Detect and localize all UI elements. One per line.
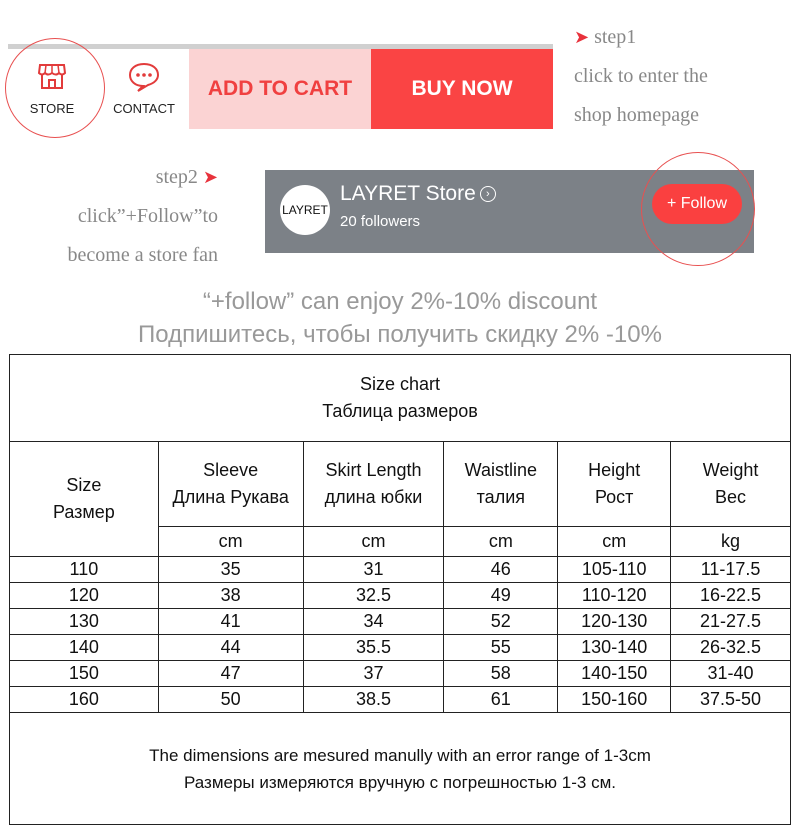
table-cell: 105-110	[558, 557, 671, 583]
store-name-link[interactable]	[340, 182, 496, 206]
table-cell: 21-27.5	[671, 609, 791, 635]
table-cell: 38	[158, 583, 303, 609]
header-en: Waistline	[464, 460, 537, 480]
table-cell: 160	[10, 687, 159, 713]
table-cell: 50	[158, 687, 303, 713]
step2-hint	[0, 158, 218, 275]
promo-text-ru: Подпишитесь, чтобы получить скидку 2% -10%	[138, 321, 662, 348]
table-cell: 110-120	[558, 583, 671, 609]
table-cell: 120-130	[558, 609, 671, 635]
store-label: STORE	[29, 101, 75, 116]
header-waistline	[444, 442, 558, 527]
follow-button[interactable]: + Follow	[652, 184, 742, 224]
table-cell: 35.5	[303, 635, 444, 661]
table-cell: 47	[158, 661, 303, 687]
store-highlight-circle	[5, 38, 105, 138]
table-title-ru: Таблица размеров	[322, 401, 478, 421]
table-cell: 55	[444, 635, 558, 661]
header-en: Size	[66, 475, 102, 495]
table-cell: 61	[444, 687, 558, 713]
table-cell: 37	[303, 661, 444, 687]
step1-line2: shop homepage	[574, 104, 699, 126]
table-cell: 130-140	[558, 635, 671, 661]
table-row	[10, 583, 791, 609]
table-title	[10, 355, 791, 442]
note-ru: Размеры измеряются вручную с погрешностью 1-3 см.	[184, 772, 616, 792]
table-cell: 35	[158, 557, 303, 583]
header-en: Sleeve	[203, 460, 259, 480]
step2-line2: become a store fan	[67, 244, 218, 266]
table-cell: 120	[10, 583, 159, 609]
table-cell: 49	[444, 583, 558, 609]
header-size	[10, 442, 159, 557]
buy-now-button[interactable]: BUY NOW	[371, 49, 553, 129]
header-skirt-length	[303, 442, 444, 527]
unit-cell: cm	[303, 527, 444, 557]
table-cell: 31	[303, 557, 444, 583]
table-cell: 110	[10, 557, 159, 583]
step2-title: step2	[155, 166, 198, 188]
promo-text-en: “+follow” can enjoy 2%-10% discount	[202, 288, 598, 315]
table-cell: 44	[158, 635, 303, 661]
table-row	[10, 609, 791, 635]
arrow-right-icon: ➤	[202, 167, 218, 188]
table-cell: 130	[10, 609, 159, 635]
step1-title: step1	[594, 26, 637, 48]
header-sleeve	[158, 442, 303, 527]
step1-hint	[574, 18, 794, 135]
table-cell: 140-150	[558, 661, 671, 687]
table-cell: 150-160	[558, 687, 671, 713]
chevron-right-icon: ›	[480, 186, 496, 202]
size-rows	[10, 557, 791, 713]
unit-cell: cm	[158, 527, 303, 557]
table-title-en: Size chart	[359, 374, 441, 394]
follow-highlight-circle	[641, 152, 755, 266]
header-height	[558, 442, 671, 527]
table-cell: 41	[158, 609, 303, 635]
unit-cell: cm	[444, 527, 558, 557]
add-to-cart-button[interactable]: ADD TO CART	[189, 49, 371, 129]
unit-cell: cm	[558, 527, 671, 557]
header-ru: Рост	[594, 487, 634, 507]
arrow-left-icon: ➤	[574, 27, 590, 48]
table-note	[10, 713, 791, 825]
table-cell: 38.5	[303, 687, 444, 713]
table-cell: 16-22.5	[671, 583, 791, 609]
table-cell: 11-17.5	[671, 557, 791, 583]
header-ru: длина юбки	[324, 487, 423, 507]
chat-bubble-icon	[127, 61, 161, 93]
header-ru: Вес	[715, 487, 747, 507]
table-row	[10, 661, 791, 687]
header-weight	[671, 442, 791, 527]
table-cell: 150	[10, 661, 159, 687]
header-ru: талия	[476, 487, 525, 507]
header-en: Weight	[702, 460, 759, 480]
table-cell: 32.5	[303, 583, 444, 609]
table-cell: 58	[444, 661, 558, 687]
store-logo[interactable]: LAYRET	[280, 185, 330, 235]
table-cell: 34	[303, 609, 444, 635]
contact-label: CONTACT	[113, 101, 175, 116]
table-cell: 46	[444, 557, 558, 583]
contact-button[interactable]	[100, 49, 188, 129]
header-en: Skirt Length	[325, 460, 422, 480]
size-chart-table	[9, 354, 791, 825]
table-row	[10, 687, 791, 713]
step2-line1: click”+Follow”to	[77, 205, 218, 227]
unit-cell: kg	[671, 527, 791, 557]
table-cell: 37.5-50	[671, 687, 791, 713]
header-en: Height	[588, 460, 641, 480]
table-row	[10, 635, 791, 661]
note-en: The dimensions are mesured manully with an error range of 1-3cm	[149, 745, 651, 765]
header-ru: Размер	[52, 502, 115, 522]
table-row	[10, 557, 791, 583]
table-cell: 26-32.5	[671, 635, 791, 661]
table-cell: 52	[444, 609, 558, 635]
follower-count: 20 followers	[340, 213, 421, 230]
header-ru: Длина Рукава	[172, 487, 289, 507]
step1-line1: click to enter the	[574, 65, 708, 87]
store-name: LAYRET Store	[340, 182, 476, 205]
table-cell: 31-40	[671, 661, 791, 687]
table-cell: 140	[10, 635, 159, 661]
